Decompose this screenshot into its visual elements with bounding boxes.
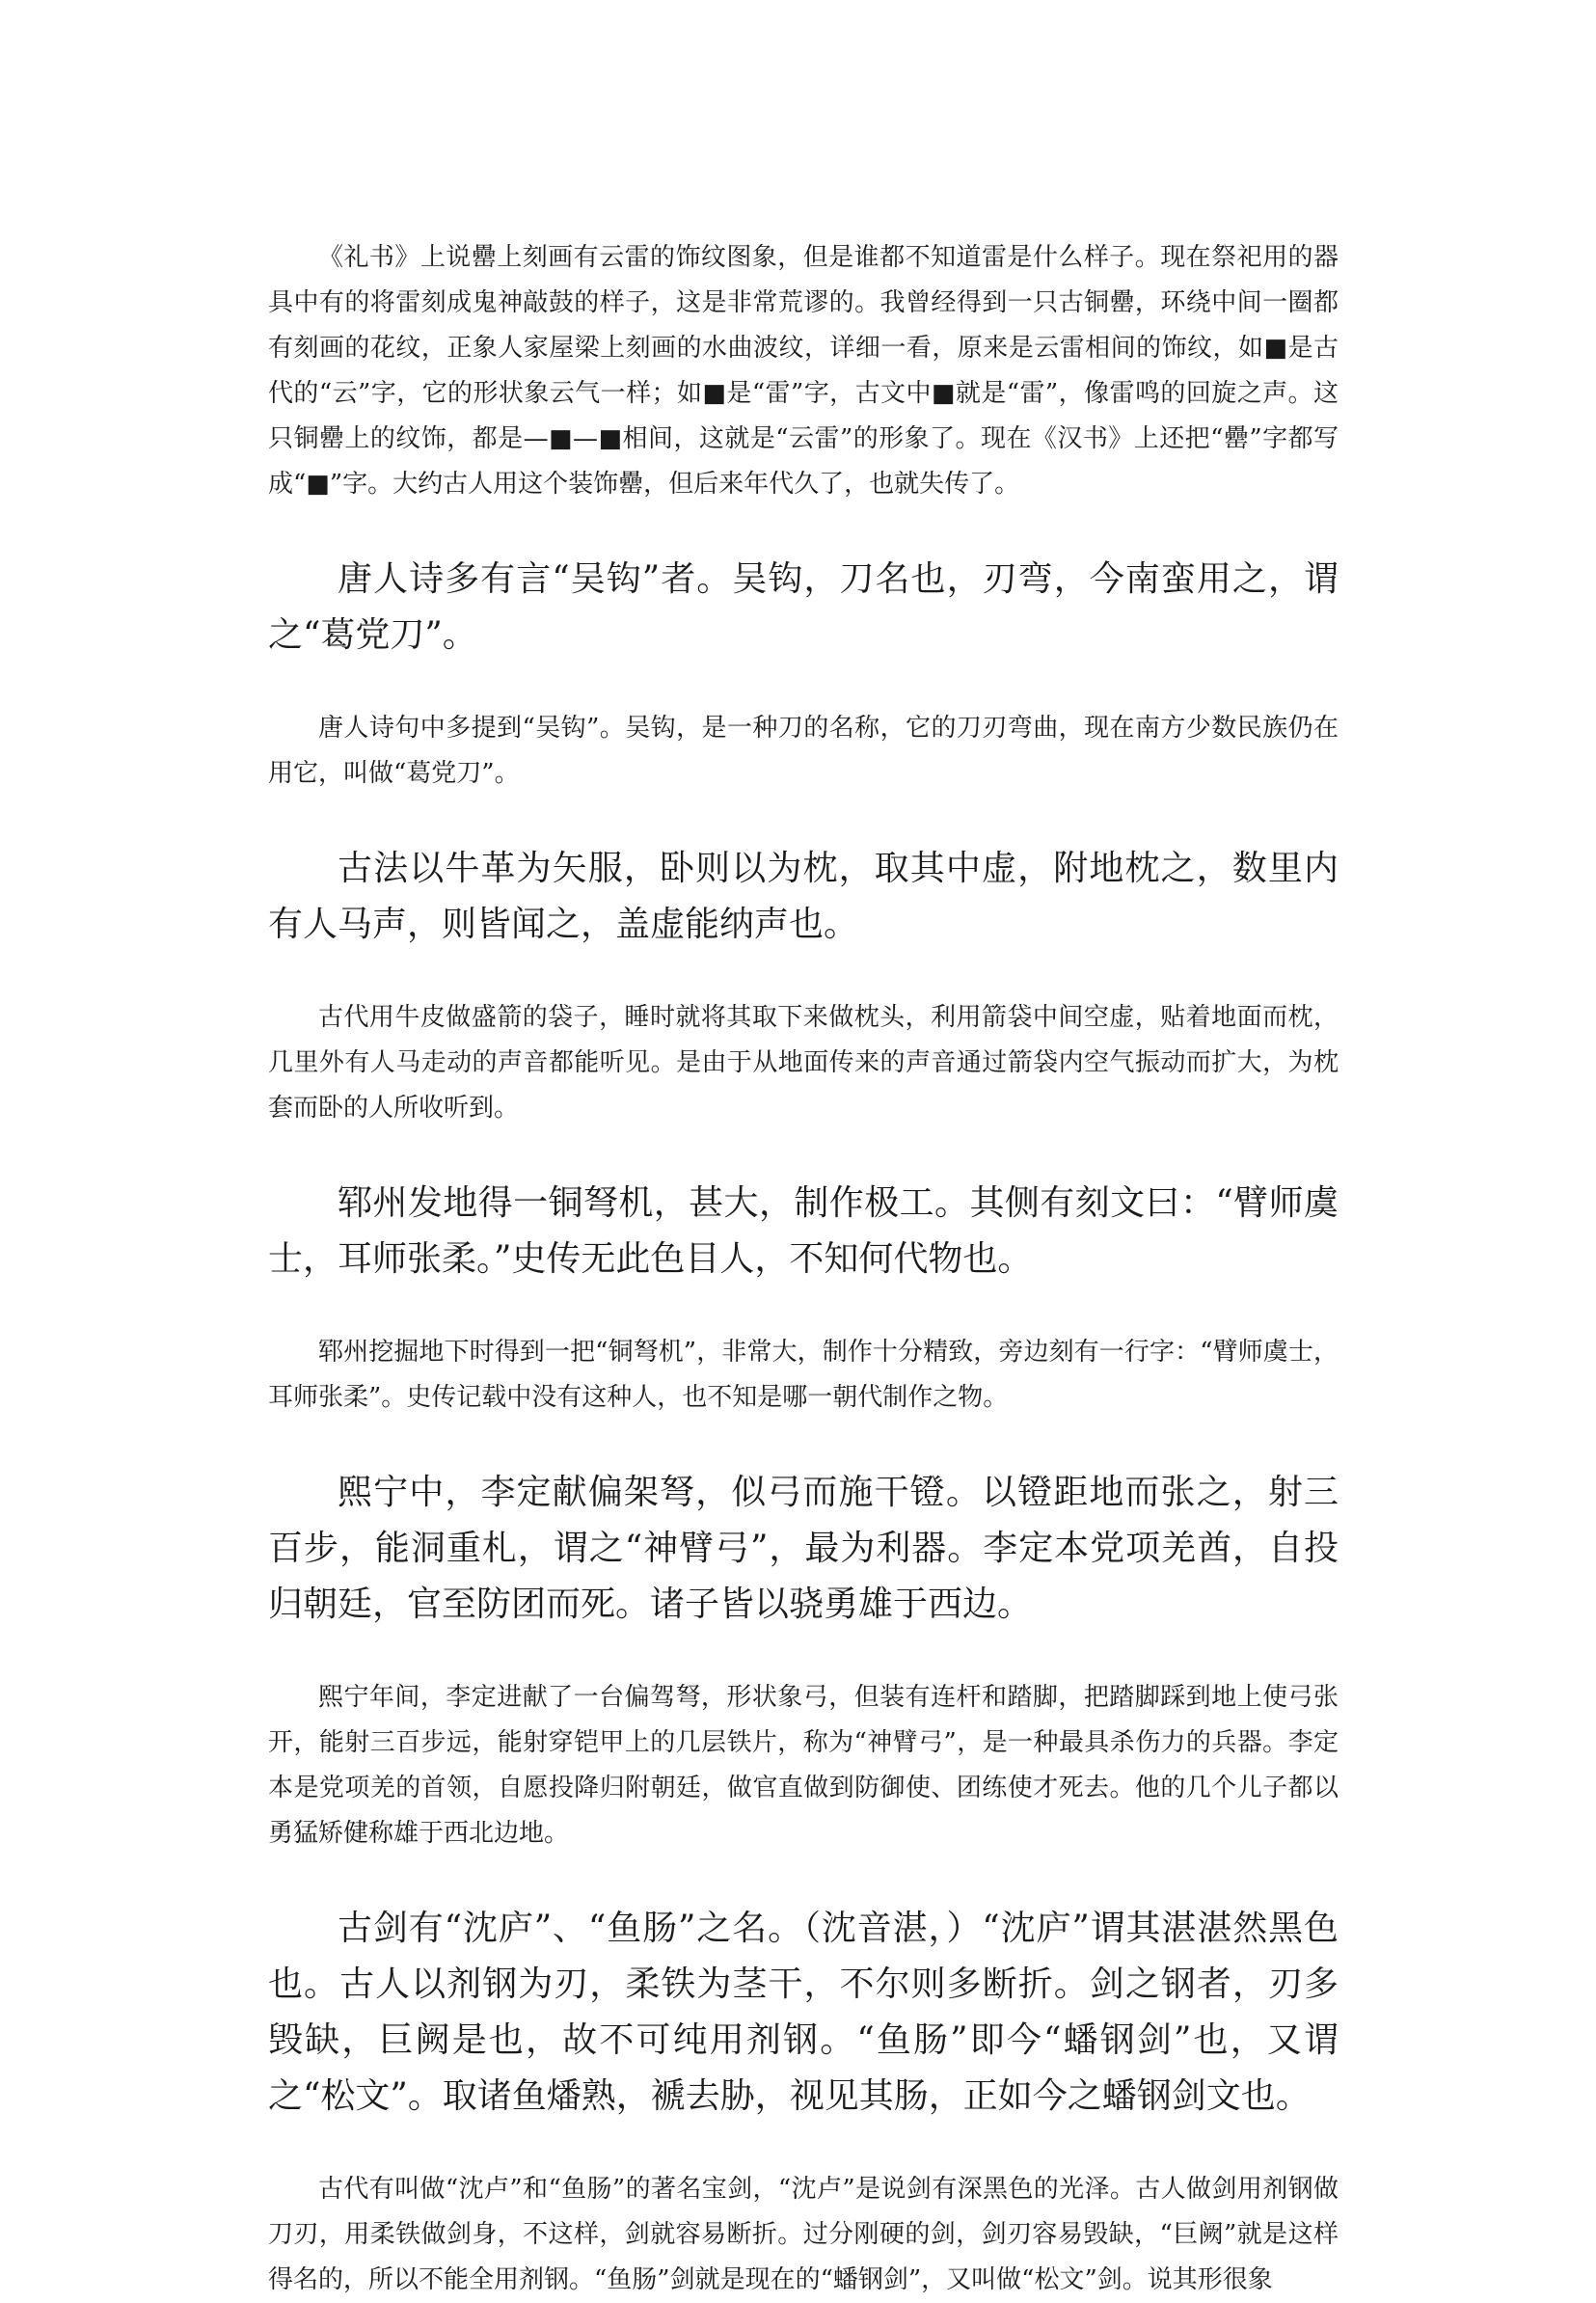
translation-paragraph-bronze-crossbow: 郓州挖掘地下时得到一把“铜弩机”，非常大，制作十分精致，旁边刻有一行字：“臂师虞士，耳师张柔”。史传记载中没有这种人，也不知是哪一朝代制作之物。 [268,1338,1339,1412]
translation-paragraph-ancient-swords: 古代有叫做“沈卢”和“鱼肠”的著名宝剑，“沈卢”是说剑有深黑色的光泽。古人做剑用剂钢做刀刃，用柔铁做剑身，不这样，剑就容易断折。过分刚硬的剑，剑刃容易毁缺，“巨阙”就是这样得名的，所以不能全用剂钢。“鱼肠”剑就是现在的“蟠钢剑”，又叫做“松文”剑。说其形很象 [268,2175,1339,2294]
translation-paragraph-divine-arm-bow: 熙宁年间，李定进献了一台偏驾弩，形状象弓，但装有连杆和踏脚，把踏脚踩到地上使弓张开，能射三百步远，能射穿铠甲上的几层铁片，称为“神臂弓”，是一种最具杀伤力的兵器。李定本是党项羌的首领，自愿投降归附朝廷，做官直做到防御使、团练使才死去。他的几个儿子都以勇猛矫健称雄于西北边地。 [268,1683,1339,1848]
translation-paragraph-quiver-pillow: 古代用牛皮做盛箭的袋子，睡时就将其取下来做枕头，利用箭袋中间空虚，贴着地面而枕，几里外有人马走动的声音都能听见。是由于从地面传来的声音通过箭袋内空气振动而扩大，为枕套而卧的人所收听到。 [268,1003,1339,1123]
original-paragraph-quiver-pillow: 古法以牛革为矢服，卧则以为枕，取其中虚，附地枕之，数里内有人马声，则皆闻之，盖虚能纳声也。 [268,849,1339,944]
translation-paragraph-lei-vessel: 《礼书》上说罍上刻画有云雷的饰纹图象，但是谁都不知道雷是什么样子。现在祭祀用的器具中有的将雷刻成鬼神敲鼓的样子，这是非常荒谬的。我曾经得到一只古铜罍，环绕中间一圈都有刻画的花纹，正象人家屋梁上刻画的水曲波纹，详细一看，原来是云雷相间的饰纹，如■是古代的“云”字，它的形状象云气一样；如■是“雷”字，古文中■就是“雷”，像雷鸣的回旋之声。这只铜罍上的纹饰，都是—■—■相间，这就是“云雷”的形象了。现在《汉书》上还把“罍”字都写成“■”字。大约古人用这个装饰罍，但后来年代久了，也就失传了。 [268,243,1339,499]
document-page [268,235,1339,2303]
translation-paragraph-wu-gou: 唐人诗句中多提到“吴钩”。吴钩，是一种刀的名称，它的刀刃弯曲，现在南方少数民族仍在用它，叫做“葛党刀”。 [268,714,1339,788]
original-paragraph-divine-arm-bow: 熙宁中，李定献偏架弩，似弓而施干镫。以镫距地而张之，射三百步，能洞重札，谓之“神臂弓”，最为利器。李定本党项羌酋，自投归朝廷，官至防团而死。诸子皆以骁勇雄于西边。 [268,1473,1339,1624]
original-paragraph-bronze-crossbow: 郓州发地得一铜弩机，甚大，制作极工。其侧有刻文曰：“臂师虞士，耳师张柔。”史传无此色目人，不知何代物也。 [268,1183,1339,1279]
original-paragraph-wu-gou: 唐人诗多有言“吴钩”者。吴钩，刀名也，刃弯，今南蛮用之，谓之“葛党刀”。 [268,559,1339,655]
original-paragraph-ancient-swords: 古剑有“沈庐”、“鱼肠”之名。（沈音湛，）“沈庐”谓其湛湛然黑色也。古人以剂钢为刃，柔铁为茎干，不尔则多断折。剑之钢者，刃多毁缺，巨阙是也，故不可纯用剂钢。“鱼肠”即今“蟠钢剑”也，又谓之“松文”。取诸鱼燔熟，褫去胁，视见其肠，正如今之蟠钢剑文也。 [268,1909,1339,2116]
